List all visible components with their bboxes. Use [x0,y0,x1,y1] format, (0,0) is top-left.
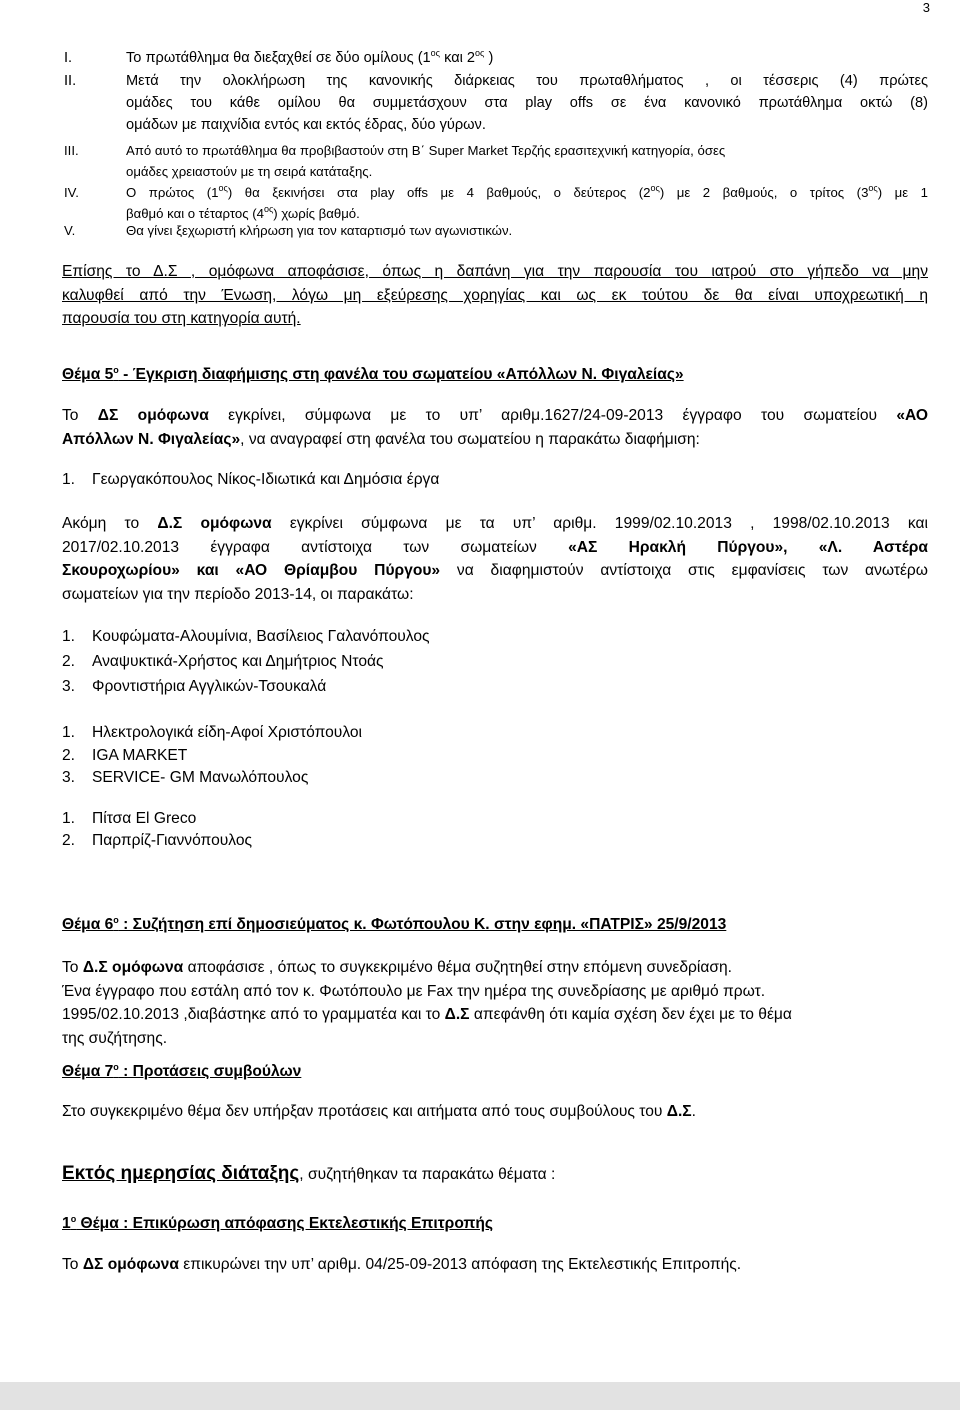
roman-numeral: II. [64,73,77,89]
topic-5-paragraph-2: Ακόμη το Δ.Σ ομόφωνα εγκρίνει σύμφωνα με τα υπ’ αριθμ. 1999/02.10.2013 , 1998/02.10.2013 και 2017/02.10.2013 έγγραφα αντίστοιχα των σωματείων «ΑΣ Ηρακλή Πύργου», «Λ. Αστέρα Σκουροχωρίου» και «ΑΟ Θρίαμβου Πύργου» να διαφημιστούν αντίστοιχα στις εμφανίσεις των ανωτέρω σωματείων για την περίοδο 2013-14, οι παρακάτω: [62,515,928,603]
topic-7-paragraph: Στο συγκεκριμένο θέμα δεν υπήρξαν προτάσεις και αιτήματα από τους συμβούλους του Δ.Σ. [62,1103,697,1120]
list-item: 1. Κουφώματα-Αλουμίνια, Βασίλειος Γαλανόπουλος [62,628,430,645]
topic-5-paragraph-1: Το ΔΣ ομόφωνα εγκρίνει, σύμφωνα με το υπ’ αριθμ.1627/24-09-2013 έγγραφο του σωματείου «ΑΟ Απόλλων Ν. Φιγαλείας», να αναγραφεί στη φανέλα του σωματείου η παρακάτω διαφήμιση: [62,407,929,448]
list-item: 3. SERVICE- GM Μανωλόπουλος [62,769,309,786]
extra-topic-1-paragraph: Το ΔΣ ομόφωνα επικυρώνει την υπ’ αριθμ. 04/25-09-2013 απόφαση της Εκτελεστικής Επιτροπής. [62,1256,742,1273]
list-item: 2. Παρπρίζ-Γιαννόπουλος [62,832,253,849]
roman-numeral: IV. [64,185,79,200]
list-item: 2. IGA MARKET [62,747,188,764]
list-item: 3. Φροντιστήρια Αγγλικών-Τσουκαλά [62,678,327,695]
extra-topic-1-heading: $1^o$ Θέμα : Επικύρωση απόφασης Εκτελεστικής Επιτροπής [62,1214,493,1232]
also-paragraph: Επίσης το Δ.Σ , ομόφωνα αποφάσισε, όπως η δαπάνη για την παρουσία του ιατρού στο γήπεδο να μην καλυφθεί από την Ένωση, λόγω μη εξεύρεσης χορηγίας και ως εκ τούτου δε θα είναι υποχρεωτική η παρουσία του στη κατηγορία αυτή. [62,263,928,327]
roman-item-2 [64,70,928,136]
roman-item-5 [64,220,928,241]
roman-numeral: I. [64,50,73,66]
roman-item-text: Το πρωτάθλημα θα διεξαχθεί σε δύο ομίλους ($1^{o\varsigma}$ και $2^{o\varsigma}$ ) [126,48,494,66]
roman-item-1 [64,47,928,69]
list-item: 1. Ηλεκτρολογικά είδη-Αφοί Χριστόπουλοι [62,724,363,741]
roman-item-text: Από αυτό το πρωτάθλημα θα προβιβαστούν στη Β΄ Super Market Τερζής ερασιτεχνική κατηγορία, όσες ομάδες χρειαστούν με τη σειρά κατάταξης. [126,143,726,179]
roman-item-3 [64,140,928,182]
extra-agenda-heading: Εκτός ημερησίας διάταξης, συζητήθηκαν τα παρακάτω θέματα : [62,1163,556,1184]
roman-item-text: Ο πρώτος $(1^{o\varsigma})$ θα ξεκινήσει στα play offs με 4 βαθμούς, ο δεύτερος $(2^{o\varsigma})$ με 2 βαθμούς, ο τρίτος $(3^{o\varsigma})$ με 1 βαθμό και ο τέταρτος $(4^{o\varsigma})$ χωρίς βαθμό. [126,183,929,221]
list-item: 1. Γεωργακόπουλος Νίκος-Ιδιωτικά και Δημόσια έργα [62,471,440,488]
topic-5-heading: Θέμα $5^o$ - Έγκριση διαφήμισης στη φανέλα του σωματείου «Απόλλων Ν. Φιγαλείας» [62,365,684,383]
list-item: 2. Αναψυκτικά-Χρήστος και Δημήτριος Ντοάς [62,653,384,670]
roman-item-4 [64,182,928,224]
roman-item-text: Μετά την ολοκλήρωση της κανονικής διάρκειας του πρωταθλήματος , οι τέσσερις (4) πρώτες ομάδες του κάθε ομίλου θα συμμετάσχουν στα play offs σε ένα κανονικό πρωτάθλημα οκτώ (8) ομάδων με παιχνίδια εντός και εκτός έδρας, δύο γύρων. [126,73,928,133]
roman-numeral: III. [64,143,79,158]
page-number: 3 [922,0,930,15]
footer-bar [0,1382,960,1410]
roman-item-text: Θα γίνει ξεχωριστή κλήρωση για τον καταρτισμό των αγωνιστικών. [126,223,513,238]
topic-6-heading: Θέμα $6^o$ : Συζήτηση επί δημοσιεύματος κ. Φωτόπουλου Κ. στην εφημ. «ΠΑΤΡΙΣ» 25/9/2013 [62,915,727,933]
list-item: 1. Πίτσα El Greco [62,810,197,827]
topic-6-paragraph: Το Δ.Σ ομόφωνα αποφάσισε , όπως το συγκεκριμένο θέμα συζητηθεί στην επόμενη συνεδρίαση. Ένα έγγραφο που εστάλη από τον κ. Φωτόπουλο με Fax την ημέρα της συνεδρίασης με αριθμό πρωτ. 1995/02.10.2013 ,διαβάστηκε από το γραμματέα και το Δ.Σ απεφάνθη ότι καμία σχέση δεν έχει με το θέμα της συζήτησης. [62,959,792,1047]
topic-7-heading: Θέμα $7^o$ : Προτάσεις συμβούλων [62,1062,302,1080]
roman-numeral: V. [64,223,76,238]
